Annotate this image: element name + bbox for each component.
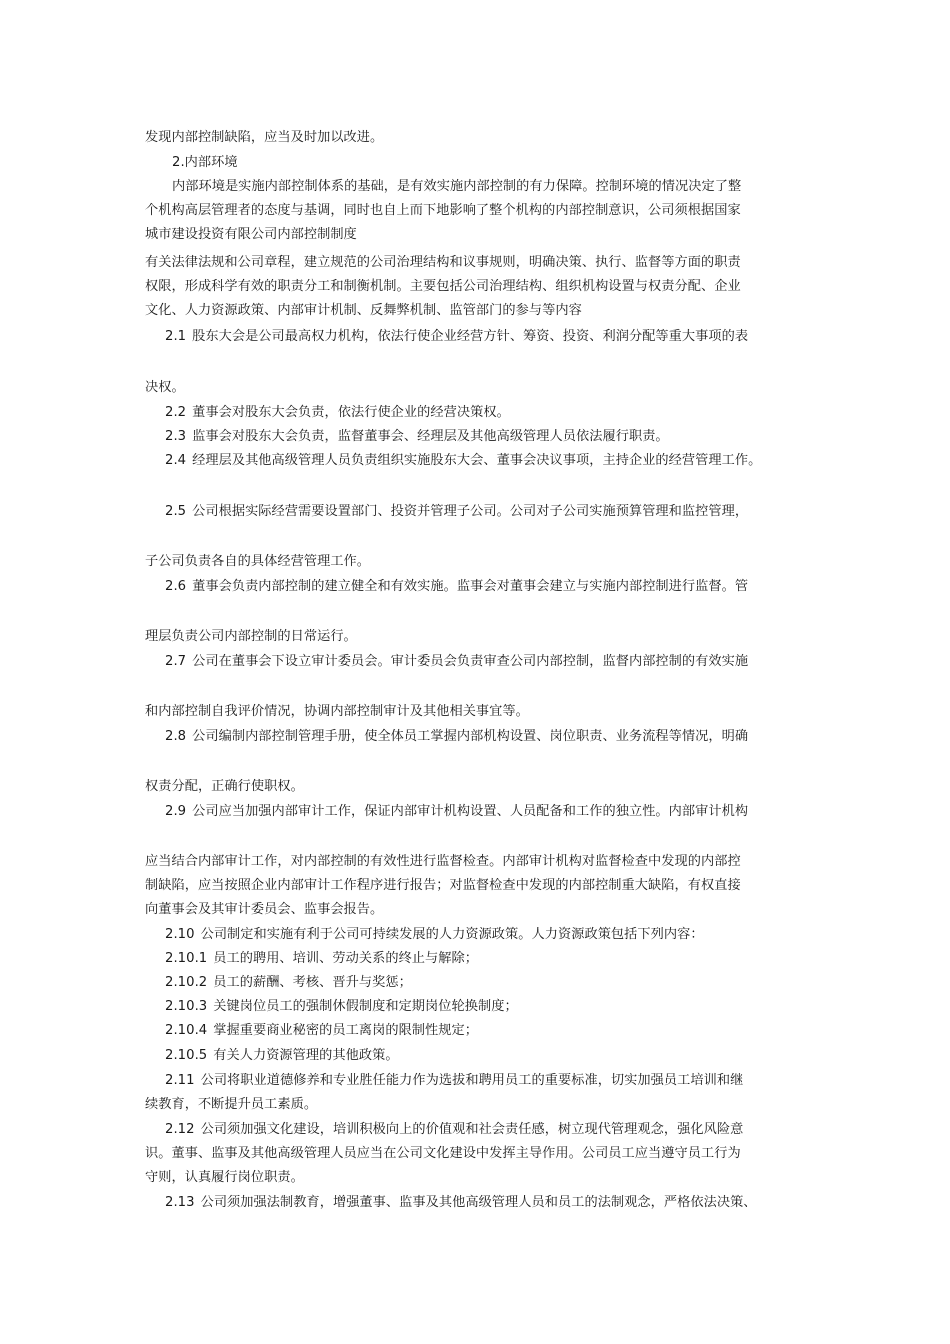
clause-number: 2.12	[165, 1122, 195, 1137]
clause-line	[165, 974, 412, 992]
line-text: 内部环境是实施内部控制体系的基础，是有效实施内部控制的有力保障。控制环境的情况决定了整	[172, 179, 742, 194]
line-text: 向董事会及其审计委员会、监事会报告。	[145, 902, 384, 917]
clause-number: 2.2	[165, 405, 187, 420]
line-text: 股东大会是公司最高权力机构，依法行使企业经营方针、筹资、投资、利润分配等重大事项的表	[192, 329, 749, 344]
clause-line	[165, 926, 704, 944]
paragraph-line	[145, 853, 741, 871]
line-text: 监事会对股东大会负责，监督董事会、经理层及其他高级管理人员依法履行职责。	[192, 429, 669, 444]
line-text: 公司须加强法制教育，增强董事、监事及其他高级管理人员和员工的法制观念，严格依法决策、	[200, 1195, 757, 1210]
paragraph-line	[145, 1169, 304, 1187]
line-text: 公司制定和实施有利于公司可持续发展的人力资源政策。人力资源政策包括下列内容：	[200, 927, 704, 942]
clause-line	[165, 728, 748, 746]
clause-line	[165, 1072, 743, 1090]
line-text: 发现内部控制缺陷，应当及时加以改进。	[145, 130, 384, 145]
paragraph-line	[145, 129, 383, 147]
line-text: 员工的聘用、培训、劳动关系的终止与解除；	[213, 951, 478, 966]
clause-line	[165, 1194, 757, 1212]
clause-line	[165, 428, 669, 446]
line-text: 制缺陷，应当按照企业内部审计工作程序进行报告；对监督检查中发现的内部控制重大缺陷，有权直接	[145, 878, 741, 893]
line-text: 掌握重要商业秘密的员工离岗的限制性规定；	[213, 1023, 478, 1038]
paragraph-line	[145, 901, 383, 919]
paragraph-line	[145, 877, 741, 895]
line-text: 子公司负责各自的具体经营管理工作。	[145, 554, 371, 569]
line-text: 守则，认真履行岗位职责。	[145, 1170, 304, 1185]
page-header-text	[145, 226, 357, 244]
paragraph-line	[145, 202, 741, 220]
line-text: 文化、人力资源政策、内部审计机制、反舞弊机制、监管部门的参与等内容	[145, 303, 582, 318]
paragraph-line	[145, 379, 185, 397]
line-text: 员工的薪酬、考核、晋升与奖惩；	[213, 975, 412, 990]
clause-line	[165, 404, 510, 422]
paragraph-line	[145, 254, 741, 272]
clause-number: 2.6	[165, 579, 187, 594]
clause-number: 2.10.4	[165, 1023, 208, 1038]
line-text: 城市建设投资有限公司内部控制制度	[145, 227, 357, 242]
clause-number: 2.3	[165, 429, 187, 444]
line-text: 董事会对股东大会负责，依法行使企业的经营决策权。	[192, 405, 510, 420]
clause-number: 2.10.5	[165, 1048, 208, 1063]
clause-number: 2.10.3	[165, 999, 208, 1014]
paragraph-line	[145, 703, 529, 721]
clause-line	[165, 803, 748, 821]
line-text: 识。董事、监事及其他高级管理人员应当在公司文化建设中发挥主导作用。公司员工应当遵守员工行为	[145, 1146, 741, 1161]
paragraph-line	[145, 1145, 741, 1163]
line-text: 公司在董事会下设立审计委员会。审计委员会负责审查公司内部控制，监督内部控制的有效实施	[192, 654, 749, 669]
clause-line	[165, 1047, 399, 1065]
line-text: 权限，形成科学有效的职责分工和制衡机制。主要包括公司治理结构、组织机构设置与权责分配、企业	[145, 279, 741, 294]
clause-number: 2.9	[165, 804, 187, 819]
line-text: 应当结合内部审计工作，对内部控制的有效性进行监督检查。内部审计机构对监督检查中发现的内部控	[145, 854, 741, 869]
clause-line	[165, 503, 748, 521]
line-text: 经理层及其他高级管理人员负责组织实施股东大会、董事会决议事项，主持企业的经营管理工作。	[192, 453, 762, 468]
line-text: 公司应当加强内部审计工作，保证内部审计机构设置、人员配备和工作的独立性。内部审计机构	[192, 804, 749, 819]
clause-line	[165, 328, 748, 346]
line-text: 公司须加强文化建设，培训积极向上的价值观和社会责任感，树立现代管理观念，强化风险意	[200, 1122, 744, 1137]
clause-number: 2.10.2	[165, 975, 208, 990]
line-text: 有关法律法规和公司章程，建立规范的公司治理结构和议事规则，明确决策、执行、监督等方面的职责	[145, 255, 741, 270]
clause-line	[165, 998, 518, 1016]
clause-line	[165, 1121, 743, 1139]
line-text: 决权。	[145, 380, 185, 395]
clause-number: 2.8	[165, 729, 187, 744]
clause-number: 2.5	[165, 504, 187, 519]
line-text: 董事会负责内部控制的建立健全和有效实施。监事会对董事会建立与实施内部控制进行监督。管	[192, 579, 749, 594]
line-text: 和内部控制自我评价情况，协调内部控制审计及其他相关事宜等。	[145, 704, 529, 719]
line-text: 续教育，不断提升员工素质。	[145, 1097, 318, 1112]
line-text: 公司根据实际经营需要设置部门、投资并管理子公司。公司对子公司实施预算管理和监控管理，	[192, 504, 749, 519]
section-heading-text: 2.内部环境	[172, 155, 238, 170]
clause-number: 2.13	[165, 1195, 195, 1210]
paragraph-line	[172, 178, 741, 196]
paragraph-line	[145, 302, 582, 320]
clause-number: 2.10.1	[165, 951, 208, 966]
line-text: 个机构高层管理者的态度与基调，同时也自上而下地影响了整个机构的内部控制意识，公司须根据国家	[145, 203, 741, 218]
clause-number: 2.7	[165, 654, 187, 669]
clause-number: 2.1	[165, 329, 187, 344]
clause-line	[165, 452, 761, 470]
clause-line	[165, 653, 748, 671]
section-heading	[172, 154, 238, 172]
paragraph-line	[145, 628, 357, 646]
clause-line	[165, 1022, 478, 1040]
clause-number: 2.4	[165, 453, 187, 468]
paragraph-line	[145, 778, 304, 796]
clause-line	[165, 578, 748, 596]
line-text: 理层负责公司内部控制的日常运行。	[145, 629, 357, 644]
line-text: 公司将职业道德修养和专业胜任能力作为选拔和聘用员工的重要标准，切实加强员工培训和继	[200, 1073, 744, 1088]
line-text: 关键岗位员工的强制休假制度和定期岗位轮换制度；	[213, 999, 518, 1014]
line-text: 公司编制内部控制管理手册，使全体员工掌握内部机构设置、岗位职责、业务流程等情况，明确	[192, 729, 749, 744]
clause-line	[165, 950, 478, 968]
clause-number: 2.11	[165, 1073, 195, 1088]
clause-number: 2.10	[165, 927, 195, 942]
line-text: 有关人力资源管理的其他政策。	[213, 1048, 399, 1063]
paragraph-line	[145, 278, 741, 296]
line-text: 权责分配，正确行使职权。	[145, 779, 304, 794]
paragraph-line	[145, 553, 370, 571]
paragraph-line	[145, 1096, 317, 1114]
